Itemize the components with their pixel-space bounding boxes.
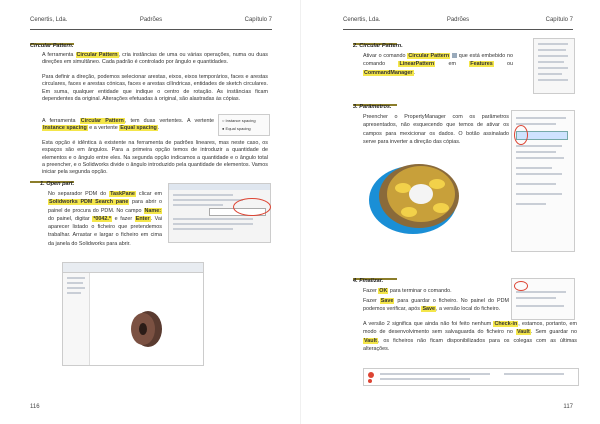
tree-line [67, 287, 85, 289]
pm-line [516, 151, 556, 153]
annotation-circle-ok [514, 281, 528, 291]
pm-line [516, 183, 556, 185]
option-instance-spacing: ○ Instance spacing [222, 118, 256, 123]
page-header [30, 17, 272, 30]
step1-text-c: para abrir o painel de procura do PDM. No campo [48, 199, 162, 214]
p3-text-d: . [157, 125, 160, 132]
keyword-search-term: *0042.* [93, 215, 112, 222]
paragraph-intro [42, 52, 268, 67]
step2-text-e: . [413, 69, 416, 76]
spacing-options-screenshot [218, 114, 270, 136]
pdm-version-screenshot [363, 368, 579, 386]
pm-line [516, 291, 566, 293]
step2-text-d: ou [507, 61, 514, 68]
step1-text [48, 190, 162, 248]
pm-line [516, 167, 552, 169]
tree-line [67, 277, 85, 279]
keyword-features: Features [470, 61, 493, 68]
header-company: Cenertis, Lda. [30, 17, 68, 23]
step3-number: 3. [353, 104, 358, 110]
pdm-search-line [173, 223, 253, 225]
paragraph-explanation: Esta opção é idêntica à existente na ferramenta de padrões lineares, mas neste caso, os espaços são em ângulos. Para a primeira opção temos de introduzir a quantidade de elementos e o ângulo entre eles. Na segunda opção indicamos a quantidade e o ângulo total a preencher, e o Solidworks divide o ângulo introduzido pela quantidade de elementos. Vamos iniciar pela segunda opção. [42, 140, 268, 176]
menu-line [538, 61, 564, 63]
p3-text-b: , tem duas vertentes. A vertente [124, 118, 215, 124]
step1-text-e: e fazer [114, 215, 133, 222]
option-instance-spacing-label: Instance spacing [225, 118, 256, 123]
pdm-search-line [173, 199, 243, 201]
pm-line [516, 193, 562, 195]
keyword-save: Save [380, 298, 394, 304]
step4-l1-a: Fazer [363, 288, 377, 294]
step1-text-d: do painel, digitar [48, 215, 90, 222]
pattern-menu-screenshot [533, 38, 575, 94]
pdm-search-line [173, 204, 223, 206]
step4-l3-b: , estamos, portanto, em modo de desenvolvimento sem salvaguarda do ficheiro no [363, 321, 577, 336]
pdm-search-line [173, 194, 233, 196]
keyword-circular-pattern: Circular Pattern [76, 52, 118, 58]
tree-line [67, 282, 83, 284]
version-line [380, 373, 490, 375]
keyword-enter: Enter [135, 215, 150, 222]
local-file-icon [368, 372, 374, 378]
pm-line [516, 157, 564, 159]
paragraph-variants [42, 118, 214, 133]
keyword-pdm-search-pane: Solidworks PDM Search pane [49, 199, 129, 206]
header-chapter: Capítulo 7 [244, 17, 272, 23]
menu-line [538, 49, 566, 51]
step4-title: Finalizar. [359, 278, 384, 284]
keyword-check-in: Check-in [494, 321, 518, 327]
keyword-instance-spacing: Instance spacing [43, 125, 87, 132]
menu-line [538, 73, 562, 75]
keyword-commandmanager: CommandManager [364, 69, 413, 76]
keyword-taskpane: TaskPane [110, 191, 135, 197]
ok-save-screenshot [511, 278, 575, 320]
tree-line [67, 292, 81, 294]
step2-text [363, 52, 513, 77]
annotation-circle [233, 198, 271, 216]
right-page [300, 0, 600, 424]
step4-l1-b: para terminar o comando. [389, 288, 452, 294]
circular-pattern-preview-image [355, 150, 473, 244]
pdm-search-line [173, 218, 253, 220]
pm-line [516, 305, 564, 307]
option-equal-spacing-label: Equal spacing [225, 126, 251, 131]
pm-line [516, 203, 546, 205]
header-chapter: Capítulo 7 [545, 17, 573, 23]
menu-line [538, 43, 568, 45]
step2-heading [353, 43, 403, 49]
menu-line [538, 55, 568, 57]
step2-title: Circular Pattern. [359, 43, 403, 49]
page-number: 117 [563, 404, 573, 410]
annotation-circle-reverse [514, 125, 528, 145]
keyword-save-2: Save [422, 306, 436, 313]
step4-l2-c: , a versão local do ficheiro. [436, 306, 501, 313]
step4-l3-a: A versão 2 significa que ainda não foi feito nenhum [363, 321, 492, 327]
step1-title: Open part. [46, 181, 75, 187]
step3-heading [353, 104, 392, 110]
page-header [343, 17, 573, 30]
step2-text-c: em [448, 61, 456, 68]
step4-line1 [363, 287, 509, 295]
pm-line [516, 145, 562, 147]
header-chapter-topic: Padrões [446, 17, 470, 23]
keyword-ok: OK [379, 288, 388, 294]
step3-text: Preencher o PropertyManager com os parâmetros apresentados, não esquecendo que temos de ativar os campos para mexicionar os dados. O botão assinalado serve para inverter a direção das cópias. [363, 114, 509, 145]
step4-l2-b: para guardar o ficheiro. No painel do PDM podemos verificar, após [363, 298, 509, 313]
solidworks-ribbon [63, 263, 203, 273]
option-equal-spacing: ● Equal spacing [222, 126, 251, 131]
step2-number: 2. [353, 43, 358, 49]
p3-text-a: A ferramenta [42, 118, 76, 124]
page-number: 116 [30, 404, 40, 410]
step1-heading [40, 181, 74, 187]
propertymanager-screenshot [511, 110, 575, 252]
step2-text-a: Ativar o comando [363, 53, 406, 59]
step1-text-f: . Vai aparecer listado o ficheiro que pretendemos trabalhar. Arrastar e largar o ficheiro em cima da janela do Solidworks para abrir. [48, 215, 163, 247]
keyword-vault-2: Vault [364, 337, 377, 344]
header-chapter-topic: Padrões [139, 17, 163, 23]
status-dot-icon [368, 379, 372, 383]
step3-title: Parâmetros. [359, 104, 392, 110]
p3-text-c: e a vertente [89, 125, 118, 132]
header-company: Cenertis, Lda. [343, 17, 381, 23]
pdm-search-toolbar [169, 184, 270, 190]
section-title: Circular Pattern. [30, 43, 74, 49]
p1-text-b: , cria instâncias de uma ou várias operações, numa ou duas direções em simultâneo. Cada padrão é controlado por ângulo e quantidades. [42, 52, 268, 66]
keyword-linear-pattern: LinearPattern [399, 61, 435, 68]
step4-line2 [363, 297, 509, 314]
circular-pattern-icon [452, 53, 457, 58]
step4-line3 [363, 320, 577, 353]
pm-line [516, 297, 556, 299]
part-preview-image [123, 303, 173, 353]
paragraph-direction: Para definir a direção, podemos selecionar arestas, eixos, eixos temporários, faces e arestas circulares, faces e arestas cónicas, faces e arestas cilíndricas, entidades de sketch circulares. Em suma, qualquer entidade que indique o centro de rotação. As instâncias ficam dependentes da original. Alterações efetuadas à original, são alastradas às cópias. [42, 74, 268, 102]
keyword-equal-spacing: Equal spacing [120, 125, 157, 132]
step1-text-b: clicar em [138, 191, 162, 197]
p1-text-a: A ferramenta [42, 52, 74, 58]
keyword-circular-pattern: Circular Pattern [408, 53, 450, 59]
step4-l2-a: Fazer [363, 298, 377, 304]
step1-number: 1. [40, 181, 45, 187]
keyword-vault: Vault [516, 329, 530, 336]
step2-text-b: que está embebido no comando [363, 53, 514, 68]
menu-line [538, 79, 568, 81]
pm-line [516, 173, 562, 175]
step1-text-a: No separador PDM do [48, 191, 107, 197]
pm-line [516, 117, 566, 119]
menu-line [538, 67, 568, 69]
keyword-name-field: Name: [144, 207, 161, 214]
step4-l3-c: . Sem guardar no [530, 329, 578, 336]
step4-number: 4. [353, 278, 358, 284]
step4-l3-d: , os ficheiros não ficam disponibilizados para os colegas com as últimas alterações. [363, 337, 577, 352]
version-line [504, 373, 564, 375]
solidworks-window-screenshot [62, 262, 204, 366]
keyword-circular-pattern-2: Circular Pattern [80, 118, 124, 124]
step4-heading [353, 278, 383, 284]
pdm-search-screenshot [168, 183, 271, 243]
version-line [380, 378, 470, 380]
pdm-search-line [173, 228, 233, 230]
